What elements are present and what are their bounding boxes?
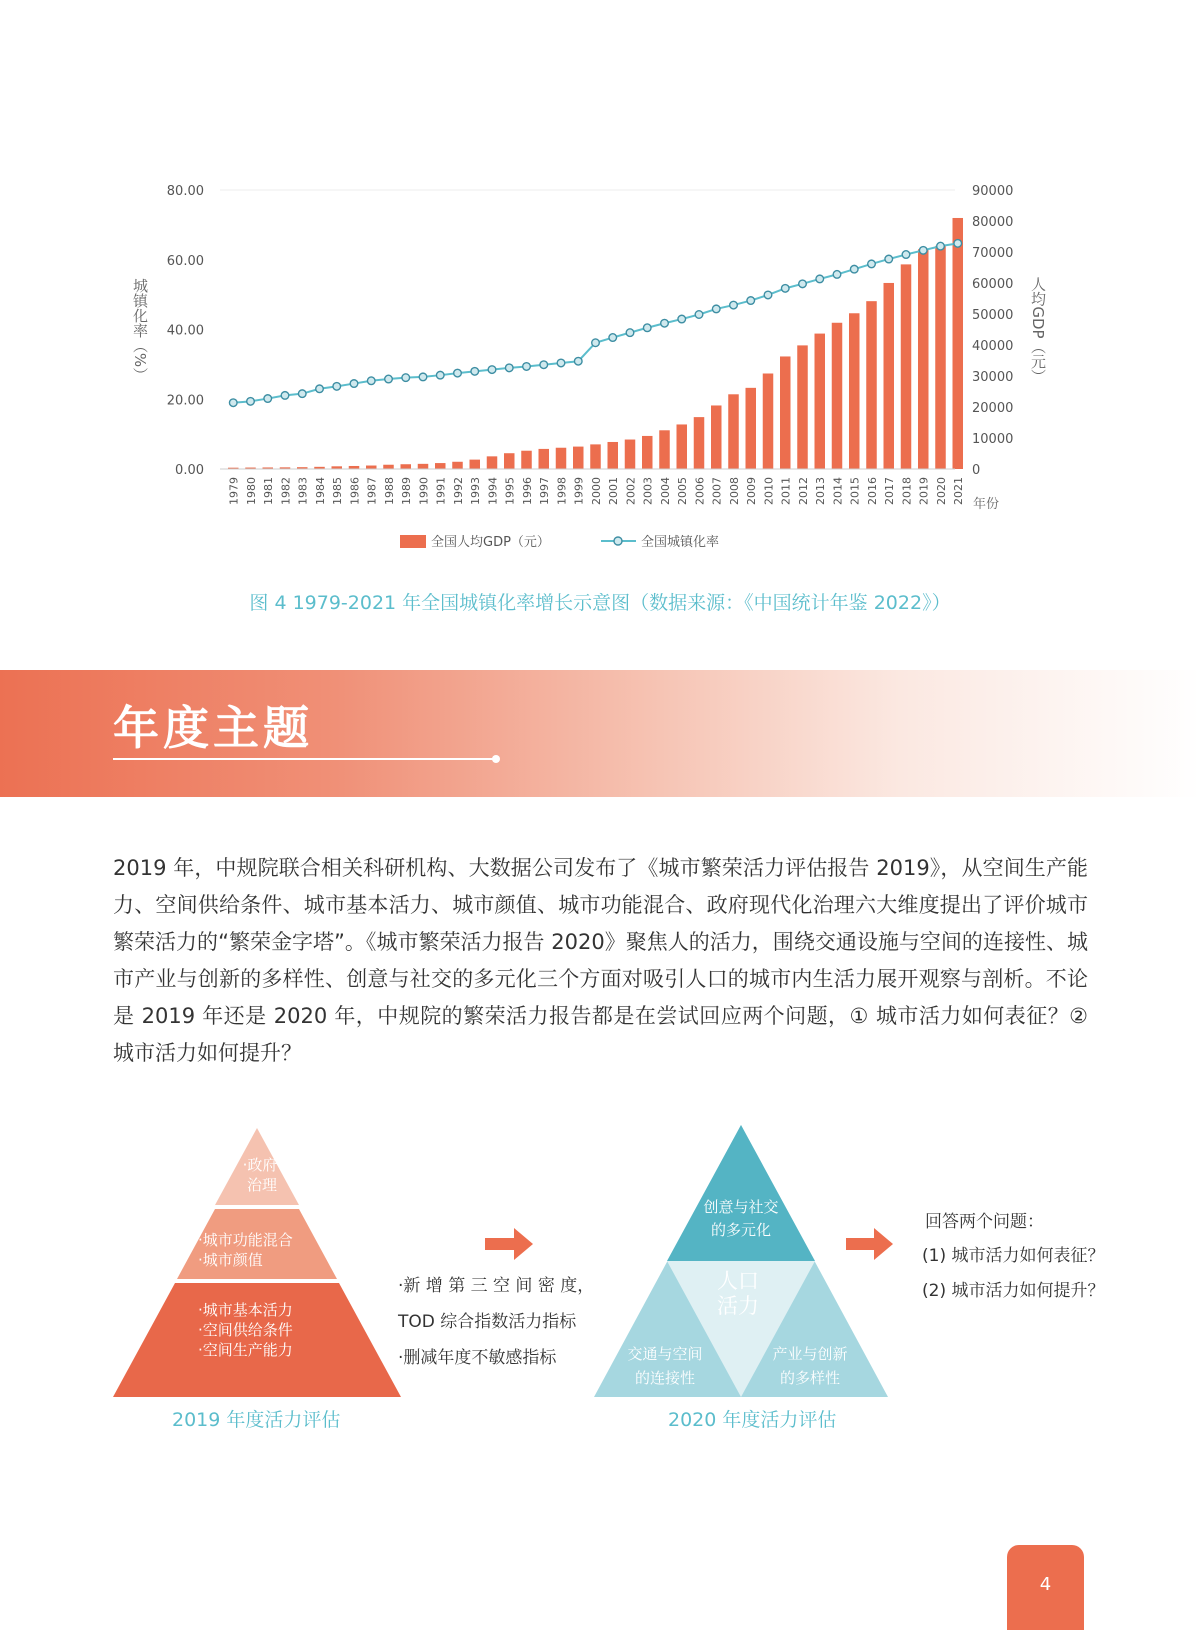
rate-point-2001 <box>609 334 617 342</box>
rate-point-2020 <box>937 242 945 250</box>
rate-point-2014 <box>833 271 841 279</box>
x-tick-label-1987: 1987 <box>365 477 379 505</box>
x-tick-label-2003: 2003 <box>641 477 655 505</box>
change-note: ·新 增 第 三 空 间 密 度， <box>398 1276 595 1296</box>
pyramid-2019-top-line2: 治理 <box>246 1176 278 1194</box>
pyramid-2020-center-line1: 人口 <box>717 1269 759 1293</box>
x-tick-label-2019: 2019 <box>917 477 931 505</box>
x-tick-label-1997: 1997 <box>538 477 551 505</box>
x-tick-label-2020: 2020 <box>934 477 948 505</box>
gdp-bar-2010 <box>763 373 774 469</box>
change-note: TOD 综合指数活力指标 <box>398 1312 577 1332</box>
question-item: (2) 城市活力如何提升？ <box>922 1281 1105 1301</box>
pyramid-2020-right-line1: 产业与创新 <box>772 1345 848 1363</box>
rate-point-2006 <box>695 311 703 319</box>
arrow-right-icon <box>485 1228 533 1260</box>
rate-point-2015 <box>850 265 858 273</box>
rate-point-2008 <box>730 301 738 309</box>
right-tick-label: 40000 <box>972 339 1014 354</box>
rate-point-1993 <box>471 368 479 376</box>
gdp-bar-1991 <box>435 463 446 469</box>
gdp-bar-2021 <box>953 218 964 469</box>
x-tick-label-1981: 1981 <box>262 477 275 505</box>
gdp-bar-1992 <box>452 462 463 469</box>
x-axis-ticks <box>228 477 966 505</box>
pyramid-2019-caption: 2019 年度活力评估 <box>172 1409 341 1431</box>
rate-point-1997 <box>540 361 548 369</box>
rate-point-2010 <box>764 291 772 299</box>
gdp-bar-2006 <box>694 417 705 469</box>
x-tick-label-1991: 1991 <box>434 477 448 505</box>
gdp-bar-2012 <box>797 345 808 469</box>
gdp-bar-2016 <box>866 301 877 469</box>
page-number: 4 <box>1007 1545 1084 1630</box>
rate-point-1999 <box>574 357 582 365</box>
rate-point-2019 <box>919 247 927 255</box>
gdp-bar-1993 <box>470 460 481 469</box>
gdp-bar-2013 <box>815 334 826 469</box>
x-tick-label-2006: 2006 <box>693 477 707 505</box>
rate-point-1980 <box>247 398 255 406</box>
banner-underline <box>113 758 498 760</box>
right-tick-label: 80000 <box>972 215 1014 230</box>
rate-point-2011 <box>781 285 789 293</box>
gdp-bar-1995 <box>504 453 515 469</box>
pyramid-2019-bottom-line2: ·空间供给条件 <box>198 1321 293 1339</box>
rate-point-1985 <box>333 383 341 391</box>
rate-point-1984 <box>316 385 324 393</box>
change-notes <box>398 1273 594 1381</box>
x-tick-label-2005: 2005 <box>676 477 689 505</box>
x-tick-label-1982: 1982 <box>279 477 293 505</box>
rate-point-1991 <box>436 371 444 379</box>
questions-title: 回答两个问题： <box>925 1212 1044 1232</box>
section-banner <box>0 670 1200 797</box>
right-tick-label: 60000 <box>972 277 1014 292</box>
pyramid-2020-left-line2: 的连接性 <box>634 1369 696 1387</box>
x-tick-label-1985: 1985 <box>331 477 344 505</box>
rate-point-1979 <box>229 399 237 407</box>
gdp-bar-2009 <box>746 388 757 469</box>
pyramid-2019-top-line1: ·政府 <box>242 1156 278 1174</box>
rate-point-2000 <box>592 339 600 347</box>
rate-point-2007 <box>712 305 720 313</box>
rate-point-2013 <box>816 275 824 283</box>
rate-point-2012 <box>799 280 807 288</box>
chart-caption: 图 4 1979-2021 年全国城镇化率增长示意图（数据来源：《中国统计年鉴 2022》） <box>249 592 951 614</box>
gdp-bar-2019 <box>918 249 929 469</box>
x-tick-label-1992: 1992 <box>451 477 465 505</box>
x-tick-label-1996: 1996 <box>520 477 534 505</box>
rate-point-1996 <box>523 363 531 371</box>
x-tick-label-2009: 2009 <box>745 477 758 505</box>
x-tick-label-2017: 2017 <box>883 477 896 505</box>
pyramid-2020-top-line2: 的多元化 <box>710 1221 772 1239</box>
body-paragraph: 2019 年，中规院联合相关科研机构、大数据公司发布了《城市繁荣活力评估报告 2019》，从空间生产能力、空间供给条件、城市基本活力、城市颜值、城市功能混合、政府现代化治理六大维度提出了评价城市繁荣活力的“繁荣金字塔”。《城市繁荣活力报告 2020》聚焦人的活力，围绕交通设施与空间的连接性、城市产业与创新的多样性、创意与社交的多元化三个方面对吸引人口的城市内生活力展开观察与剖析。不论是 2019 年还是 2020 年，中规院的繁荣活力报告都是在尝试回应两个问题，① 城市活力如何表征？② 城市活力如何提升？ <box>113 856 1088 1065</box>
gdp-bar-1996 <box>521 451 532 469</box>
x-tick-label-2015: 2015 <box>848 477 862 505</box>
x-tick-label-1983: 1983 <box>296 477 310 505</box>
gdp-bar-1994 <box>487 456 498 469</box>
gdp-bar-1988 <box>383 465 394 469</box>
right-axis-ticks <box>972 184 1013 478</box>
gdp-bar-1998 <box>556 448 567 469</box>
x-tick-label-2002: 2002 <box>624 477 638 505</box>
x-tick-label-1993: 1993 <box>469 477 482 505</box>
rate-point-1990 <box>419 373 427 381</box>
right-tick-label: 90000 <box>972 184 1014 199</box>
pyramid-2020-right-line2: 的多样性 <box>779 1369 841 1387</box>
pyramid-2019-middle-line1: ·城市功能混合 <box>198 1231 293 1249</box>
x-tick-label-2000: 2000 <box>589 477 603 505</box>
change-note: ·删减年度不敏感指标 <box>398 1348 557 1368</box>
gdp-bar-2015 <box>849 313 860 469</box>
banner-underline-dot <box>492 755 500 763</box>
x-tick-label-1994: 1994 <box>486 477 500 505</box>
pyramid-2020-left-line1: 交通与空间 <box>627 1345 703 1363</box>
right-tick-label: 70000 <box>972 246 1014 261</box>
rate-point-2005 <box>678 315 686 323</box>
urbanization-gdp-chart <box>0 0 1200 575</box>
rate-point-1981 <box>264 395 272 403</box>
rate-point-2017 <box>885 255 893 263</box>
pyramid-2020-top <box>667 1125 815 1261</box>
gdp-bar-1989 <box>401 464 412 469</box>
x-tick-label-1990: 1990 <box>417 477 431 505</box>
legend-line-marker <box>614 537 622 545</box>
x-tick-label-1989: 1989 <box>400 477 413 505</box>
pyramid-2019 <box>113 1128 401 1397</box>
x-tick-label-1979: 1979 <box>227 477 241 505</box>
x-tick-label-2013: 2013 <box>814 477 827 505</box>
gdp-bar-2014 <box>832 323 843 469</box>
gdp-bar-2001 <box>608 442 619 469</box>
right-tick-label: 30000 <box>972 370 1014 385</box>
left-tick-label: 40.00 <box>166 323 204 339</box>
x-tick-label-2014: 2014 <box>831 477 845 505</box>
pyramid-2020-center-line2: 活力 <box>717 1294 759 1318</box>
rate-point-1998 <box>557 359 565 367</box>
gdp-bar-1999 <box>573 447 584 469</box>
rate-point-1989 <box>402 374 410 382</box>
left-tick-label: 0.00 <box>175 463 204 478</box>
chart-legend <box>400 534 719 550</box>
rate-point-2003 <box>643 324 651 332</box>
gdp-bar-2005 <box>677 424 688 469</box>
gdp-bar-2000 <box>590 444 601 469</box>
x-tick-label-1980: 1980 <box>244 477 258 505</box>
x-tick-label-1998: 1998 <box>555 477 569 505</box>
left-tick-label: 20.00 <box>166 393 204 409</box>
legend-rate: 全国城镇化率 <box>641 535 720 550</box>
left-axis-label: 城镇化率（%） <box>131 277 149 383</box>
right-tick-label: 0 <box>972 463 981 478</box>
rate-point-2018 <box>902 251 910 259</box>
legend-gdp: 全国人均GDP（元） <box>431 535 550 550</box>
pyramid-2019-middle-line2: ·城市颜值 <box>198 1251 263 1269</box>
pyramid-2020-top-line1: 创意与社交 <box>703 1198 779 1216</box>
x-tick-label-2010: 2010 <box>762 477 776 505</box>
gdp-bar-2020 <box>935 246 946 469</box>
x-tick-label-1999: 1999 <box>572 477 586 505</box>
gdp-bar-1997 <box>539 449 550 469</box>
right-tick-label: 20000 <box>972 401 1014 416</box>
x-axis-label: 年份 <box>973 497 1000 512</box>
gdp-bar-2002 <box>625 440 636 469</box>
question-item: (1) 城市活力如何表征？ <box>922 1246 1105 1266</box>
pyramid-2019-bottom-line1: ·城市基本活力 <box>198 1301 293 1319</box>
rate-point-1987 <box>367 377 375 385</box>
gdp-bar-2004 <box>659 430 670 469</box>
x-tick-label-2016: 2016 <box>865 477 879 505</box>
x-tick-label-1984: 1984 <box>313 477 327 505</box>
x-tick-label-2007: 2007 <box>710 477 724 505</box>
gdp-bar-2011 <box>780 356 791 469</box>
x-tick-label-1995: 1995 <box>503 477 517 505</box>
rate-point-2021 <box>954 240 962 248</box>
left-axis-ticks <box>167 184 204 478</box>
section-title: 年度主题 <box>113 701 313 755</box>
rate-point-1995 <box>505 364 513 372</box>
right-axis-label: 人均GDP（元） <box>1029 276 1047 384</box>
arrow-right-icon <box>846 1228 893 1260</box>
left-tick-label: 80.00 <box>166 184 204 199</box>
x-tick-label-2012: 2012 <box>796 477 810 505</box>
x-tick-label-1986: 1986 <box>348 477 362 505</box>
x-tick-label-2018: 2018 <box>900 477 914 505</box>
x-tick-label-2021: 2021 <box>952 477 965 505</box>
gdp-bar-2018 <box>901 264 912 469</box>
x-tick-label-2001: 2001 <box>607 477 620 505</box>
rate-point-2016 <box>868 260 876 268</box>
rate-point-2004 <box>661 319 669 327</box>
rate-point-1992 <box>454 369 462 377</box>
rate-point-1988 <box>385 375 393 383</box>
rate-point-2002 <box>626 329 634 337</box>
x-tick-label-2011: 2011 <box>779 477 793 505</box>
legend-bar-swatch <box>400 535 426 548</box>
gdp-bar-1990 <box>418 464 429 469</box>
gdp-bar-2007 <box>711 405 722 469</box>
rate-point-1994 <box>488 366 496 374</box>
gdp-bar-2017 <box>884 283 895 469</box>
rate-point-2009 <box>747 297 755 305</box>
pyramid-2020-caption: 2020 年度活力评估 <box>668 1409 837 1431</box>
pyramid-2019-bottom-line3: ·空间生产能力 <box>198 1341 293 1359</box>
rate-point-1986 <box>350 380 358 388</box>
right-tick-label: 10000 <box>972 432 1014 447</box>
gdp-bar-2008 <box>728 394 739 469</box>
x-tick-label-1988: 1988 <box>382 477 396 505</box>
x-tick-label-2008: 2008 <box>727 477 741 505</box>
pyramid-2020 <box>594 1125 888 1397</box>
x-tick-label-2004: 2004 <box>658 477 672 505</box>
gdp-bar-1987 <box>366 466 377 469</box>
rate-point-1982 <box>281 392 289 400</box>
left-tick-label: 60.00 <box>166 253 204 269</box>
rate-point-1983 <box>298 390 306 398</box>
gdp-bar-2003 <box>642 436 653 469</box>
right-tick-label: 50000 <box>972 308 1014 323</box>
